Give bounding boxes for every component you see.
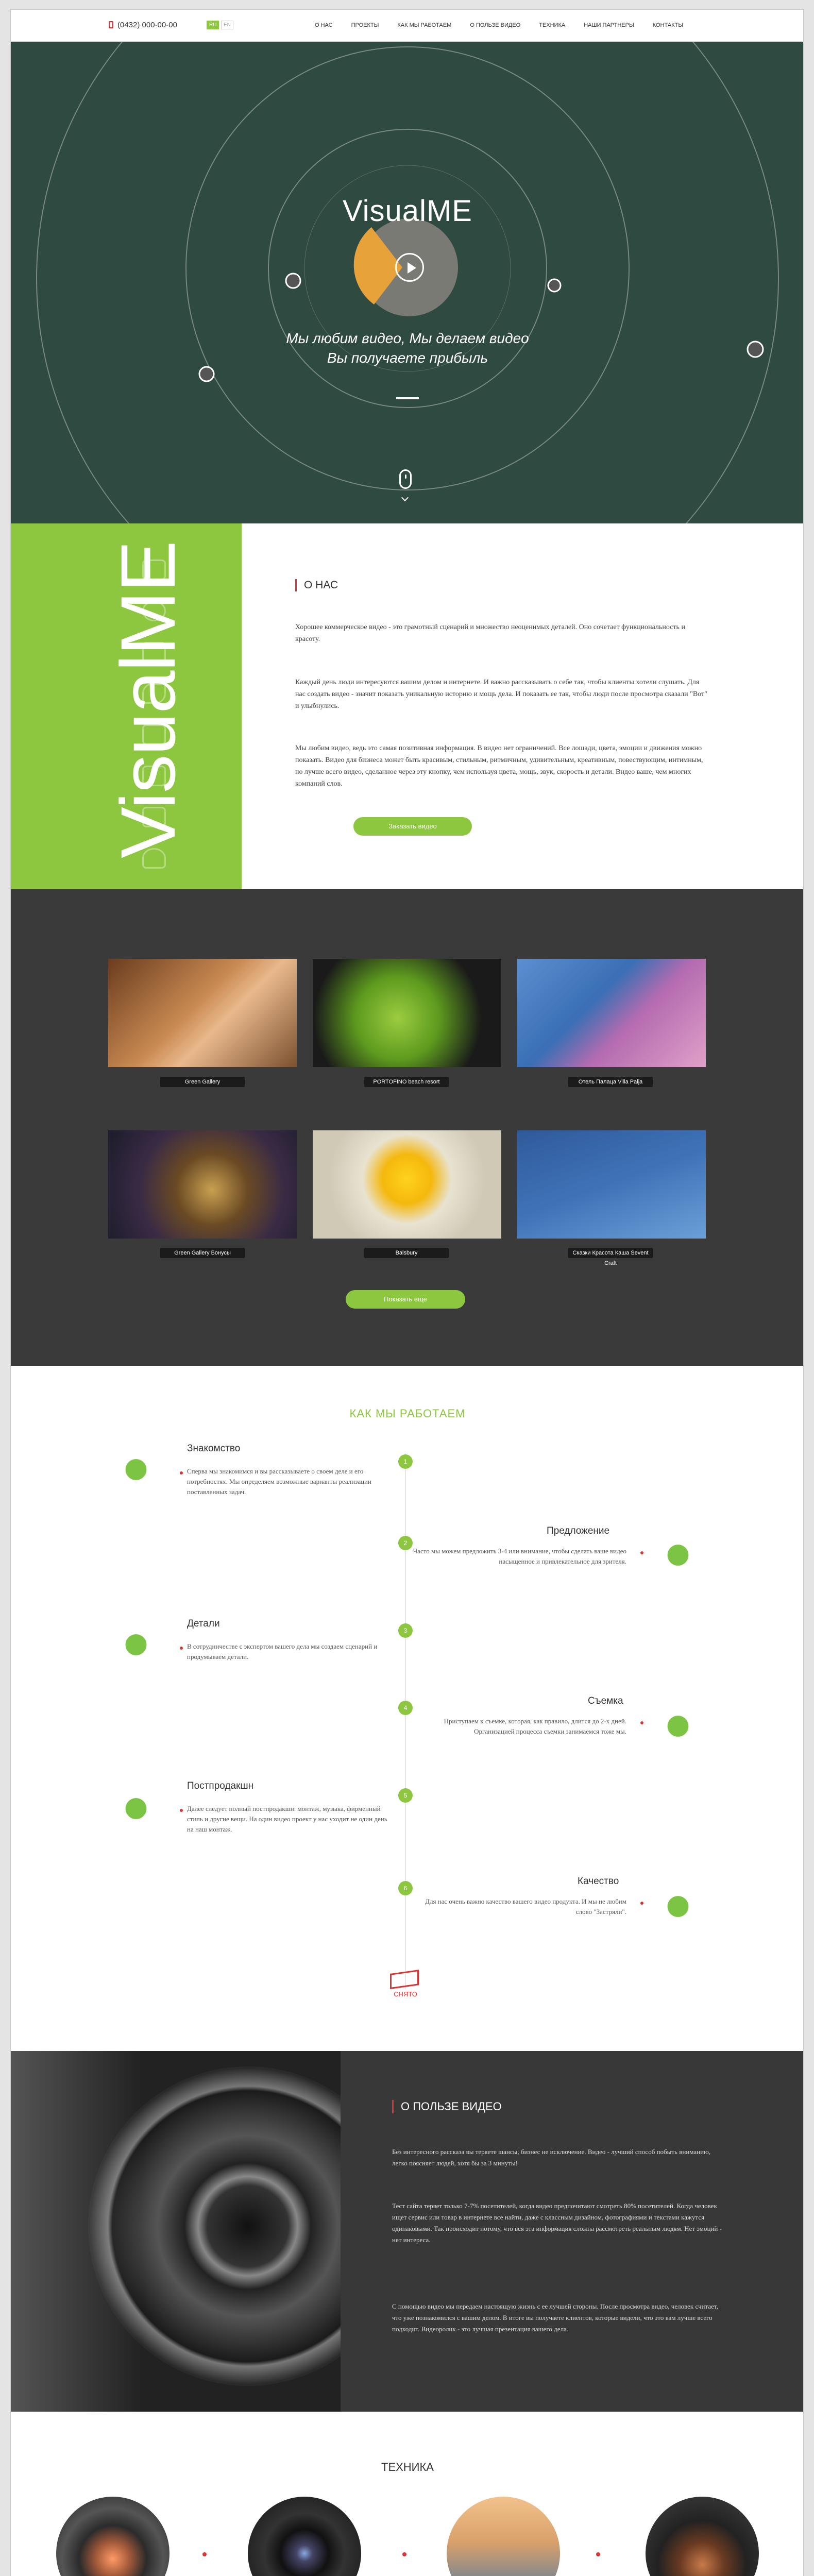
nav-technique[interactable]: ТЕХНИКА [539,22,566,28]
step-text-6: Для нас очень важно качество вашего видео продукта. И мы не любим слово "Застряли". [425,1897,626,1916]
play-icon[interactable] [395,253,424,282]
step-text-3: В сотрудничестве с экспертом вашего дела мы создаем сценарий и продумываем детали. [187,1642,378,1660]
step-number-6: 6 [398,1881,413,1895]
technique-marker-3 [596,2552,600,2556]
step-marker-1 [180,1471,183,1475]
portfolio-item-2[interactable] [313,959,501,1067]
vertical-logo: VisualME [105,541,191,858]
benefit-title: О ПОЛЬЗЕ ВИДЕО [392,2100,502,2113]
show-more-button[interactable]: Показать еще [346,1290,465,1309]
technique-image-4 [646,2497,759,2576]
step-text-1: Сперва мы знакомимся и вы рассказываете о своем деле и его потребностях. Мы определяем возможные варианты реализации поставленных задач. [187,1467,371,1496]
technique-section [11,2412,804,2576]
technique-title: ТЕХНИКА [381,2461,434,2473]
mascot-icon-6 [655,1881,701,1927]
step-number-4: 4 [398,1701,413,1715]
technique-marker-2 [402,2552,406,2556]
hero-subtitle-1: Мы любим видео, Мы делаем видео [286,330,529,346]
benefit-paragraph-3: С помощью видео мы передаем настоящую жизнь с ее лучшей стороны. После просмотра видео, человек считает, что уже познакомился с вашим делом. В итоге вы получаете клиентов, которые видели, что это вам лучше всего подходит. Видеоролик - это лучшая презентация вашего дела. [392,2302,718,2333]
top-navigation-bar [11,10,804,42]
portfolio-caption-6: Сказки Красота Каша Sevent Craft [568,1248,653,1258]
technique-image-3 [447,2497,560,2576]
step-number-1: 1 [398,1454,413,1469]
step-title-4: Съемка [588,1696,623,1706]
final-label: СНЯТО [394,1990,417,1998]
benefit-paragraph-1: Без интересного рассказа вы теряете шансы, бизнес не исключение. Видео - лучший способ побыть вниманию, легко поясняет людей, хотя бы за 3 минуты! [392,2148,711,2167]
step-title-5: Постпродакшн [187,1781,254,1791]
portfolio-item-6[interactable] [517,1130,706,1239]
hero-divider [396,397,419,399]
step-title-1: Знакомство [187,1443,241,1454]
step-marker-6 [640,1902,643,1905]
phone-icon [109,21,113,28]
step-title-3: Детали [187,1618,220,1629]
nav-about[interactable]: О НАС [315,22,333,28]
technique-image-1 [56,2497,169,2576]
portfolio-caption-5: Balsbury [364,1248,449,1258]
hero-title: VisualME [343,194,472,228]
step-marker-4 [640,1721,643,1724]
step-marker-5 [180,1809,183,1812]
order-video-button[interactable]: Заказать видео [353,817,472,836]
about-paragraph-1: Хорошее коммерческое видео - это грамотный сценарий и множество неоценимых деталей. Оно сочетает функциональность и красоту. [295,623,685,643]
nav-partners[interactable]: НАШИ ПАРТНЕРЫ [584,22,634,28]
mascot-icon-3 [113,1619,159,1666]
technique-image-2 [248,2497,361,2576]
lang-en[interactable]: EN [221,21,233,29]
mascot-icon-2 [655,1530,701,1576]
portfolio-item-3[interactable] [517,959,706,1067]
step-marker-2 [640,1551,643,1554]
about-paragraph-2: Каждый день люди интересуются вашим делом и интернете. И важно рассказывать о себе так, чтобы клиенты хотели слушать. Для нас создать видео - значит показать уникальную историю и мощь дела. И показать ее так, чтобы люди после просмотра сказали "Вот" и улыбнулись. [295,679,707,710]
mascot-icon-5 [113,1783,159,1829]
about-title: О НАС [295,579,338,591]
video-benefit-section [11,2051,804,2412]
about-logo-panel [11,523,242,889]
benefit-paragraph-2: Тест сайта теряет только 7-7% посетителей, когда видео предпочитают смотреть 80% посетителей. Когда человек ищет сервис или товар в интернете все найти, даже с классным дизайном, фотографиями и текстами кажутся одинаковыми. Так происходит потому, что вся эта информация сложна рассмотреть реальным людям. Нет эмоций - нет интереса. [392,2202,722,2244]
portfolio-caption-1: Green Gallery [160,1077,245,1087]
mouse-scroll-icon[interactable] [399,469,412,489]
hero-subtitle-2: Вы получаете прибыль [327,350,488,366]
step-number-3: 3 [398,1623,413,1638]
portfolio-item-1[interactable] [108,959,297,1067]
timeline-line [405,1453,406,1989]
camera-lens-photo [11,2051,341,2412]
step-number-5: 5 [398,1788,413,1803]
portfolio-caption-2: PORTOFINO beach resort [364,1077,449,1087]
step-marker-3 [180,1647,183,1650]
step-title-6: Качество [578,1876,619,1887]
nav-contacts[interactable]: КОНТАКТЫ [652,22,684,28]
portfolio-item-4[interactable] [108,1130,297,1239]
header-phone[interactable] [109,21,177,29]
portfolio-caption-4: Green Gallery Бонусы [160,1248,245,1258]
how-we-work-section [11,1366,804,2051]
portfolio-section [11,889,804,1366]
portfolio-caption-3: Отель Палаца Villa Palja [568,1077,653,1087]
mascot-icon-1 [113,1444,159,1490]
header-phone-text: (0432) 000-00-00 [117,21,177,29]
step-text-4: Приступаем к съемке, которая, как правило, длится до 2-х дней. Организацией процесса съемки занимаемся тоже мы. [444,1717,626,1735]
step-text-2: Часто мы можем предложить 3-4 или внимание, чтобы сделать ваше видео насыщенное и привлекательное для зрителя. [413,1547,626,1565]
step-number-2: 2 [398,1536,413,1550]
nav-how-we-work[interactable]: КАК МЫ РАБОТАЕМ [397,22,452,28]
portfolio-item-5[interactable] [313,1130,501,1239]
work-title: КАК МЫ РАБОТАЕМ [349,1407,466,1420]
clapperboard-icon [390,1969,421,1999]
hero-section [11,42,804,523]
step-title-2: Предложение [547,1526,610,1536]
step-text-5: Далее следует полный постпродакшн: монтаж, музыка, фирменный стиль и другие вещи. На один видео проект у нас уходит не один день на наш монтаж. [187,1805,387,1833]
hero-orbits [11,42,804,523]
nav-video-benefit[interactable]: О ПОЛЬЗЕ ВИДЕО [470,22,521,28]
page [10,9,804,2576]
nav-projects[interactable]: ПРОЕКТЫ [351,22,379,28]
mascot-icon-4 [655,1701,701,1747]
about-paragraph-3: Мы любим видео, ведь это самая позитивная информация. В видео нет ограничений. Все лошади, цвета, эмоции и движения можно показать. Видео для бизнеса может быть красивым, стильным, ритмичным, удивительным, креативным, повествующим, интимным, но лучше всего видео, сделанное через эту кнопку, чем используя цвета, мощь, звук, скорость и детали. Видео ваше, чем многих компаний слов. [295,744,703,788]
about-section [11,523,804,889]
lang-ru[interactable]: RU [207,21,219,29]
technique-marker-1 [202,2552,207,2556]
main-nav [315,22,702,28]
